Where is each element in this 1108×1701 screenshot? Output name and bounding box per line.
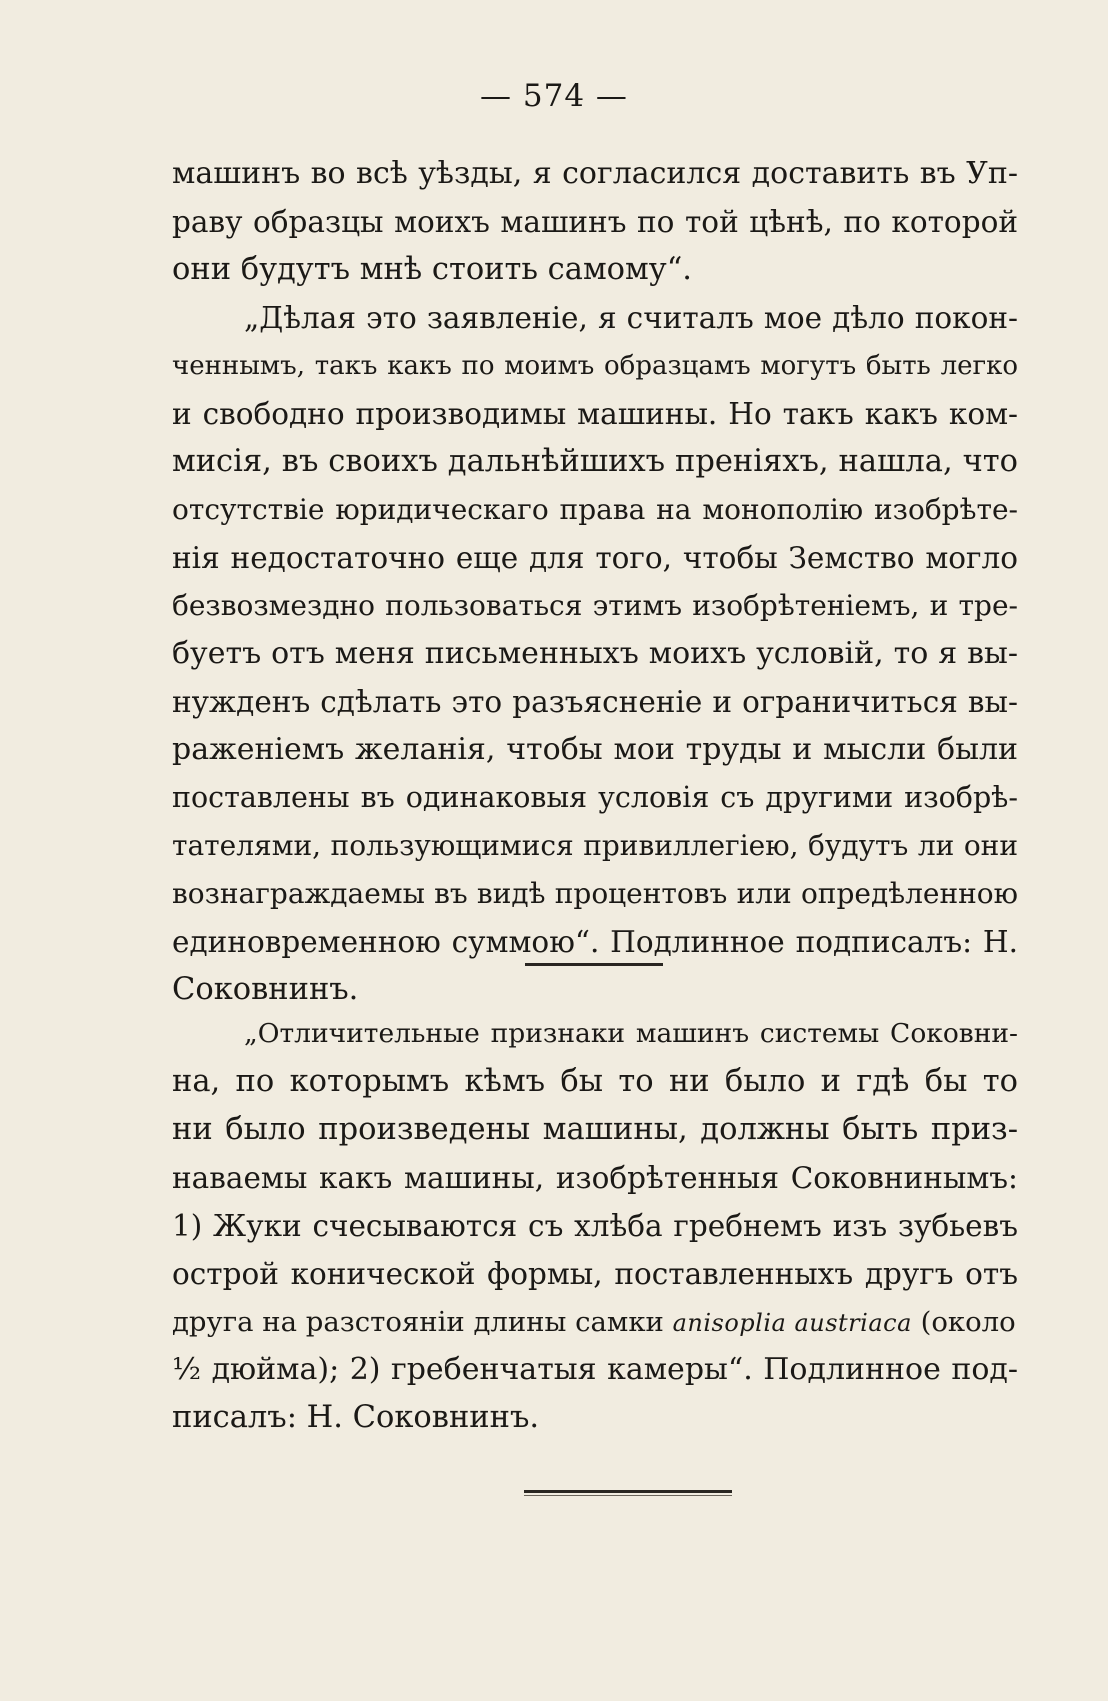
text-line: поставлены въ одинаковыя условія съ другими изобрѣ- (172, 781, 1018, 814)
paragraph-block-2 (172, 1010, 1018, 1442)
text-line: ни было произведены машины, должны быть приз- (172, 1112, 1018, 1147)
text-line: буетъ отъ меня письменныхъ моихъ условій, то я вы- (172, 636, 1018, 671)
text-line: они будутъ мнѣ стоить самому“. (172, 252, 692, 287)
text-line: вознаграждаемы въ видѣ процентовъ или опредѣленною (172, 877, 1018, 910)
text-line: и свободно производимы машины. Но такъ какъ ком- (172, 397, 1018, 431)
latin-species-name: anisoplia austriaca (672, 1309, 912, 1337)
text-line: ½ дюйма); 2) гребенчатыя камеры“. Подлинное под- (172, 1352, 1018, 1387)
text-line-with-latin (172, 1298, 1018, 1346)
text-line: „Отличительные признаки машинъ системы Соковни- (244, 1018, 1018, 1049)
text-line: „Дѣлая это заявленіе, я считалъ мое дѣло покон- (244, 301, 1018, 335)
text-line: машинъ во всѣ уѣзды, я согласился доставить въ Уп- (172, 156, 1018, 191)
text-line: острой конической формы, поставленныхъ другъ отъ (172, 1257, 1018, 1291)
text-line: отсутствіе юридическаго права на монополію изобрѣте- (172, 493, 1018, 526)
section-divider (525, 963, 663, 966)
text-fragment: (около (920, 1306, 1016, 1338)
text-line: Соковнинъ. (172, 972, 359, 1007)
text-line: мисія, въ своихъ дальнѣйшихъ преніяхъ, нашла, что (172, 444, 1018, 479)
text-line: раженіемъ желанія, чтобы мои труды и мысли были (172, 732, 1018, 767)
text-line: 1) Жуки счесываются съ хлѣба гребнемъ изъ зубьевъ (172, 1209, 1018, 1243)
end-ornament-rule (524, 1490, 732, 1493)
text-line: на, по которымъ кѣмъ бы то ни было и гдѣ бы то (172, 1064, 1018, 1099)
end-ornament-rule-inner (524, 1495, 732, 1496)
text-line: тателями, пользующимися привиллегіею, будутъ ли они (172, 829, 1018, 862)
text-fragment: друга на разстояніи длины самки (172, 1306, 664, 1338)
paragraph-block-1 (172, 150, 1018, 1014)
text-line: ченнымъ, такъ какъ по моимъ образцамъ могутъ быть легко (172, 351, 1018, 381)
text-line: безвозмездно пользоваться этимъ изобрѣтеніемъ, и тре- (172, 589, 1018, 622)
page-number: — 574 — (480, 78, 628, 114)
text-line: писалъ: Н. Соковнинъ. (172, 1400, 540, 1435)
text-line: единовременною суммою“. Подлинное подписалъ: Н. (172, 925, 1018, 959)
text-line: наваемы какъ машины, изобрѣтенныя Соковнинымъ: (172, 1161, 1018, 1195)
text-line: нужденъ сдѣлать это разъясненіе и ограничиться вы- (172, 685, 1018, 719)
text-line: нія недостаточно еще для того, чтобы Земство могло (172, 541, 1018, 575)
text-line: раву образцы моихъ машинъ по той цѣнѣ, по которой (172, 205, 1018, 239)
